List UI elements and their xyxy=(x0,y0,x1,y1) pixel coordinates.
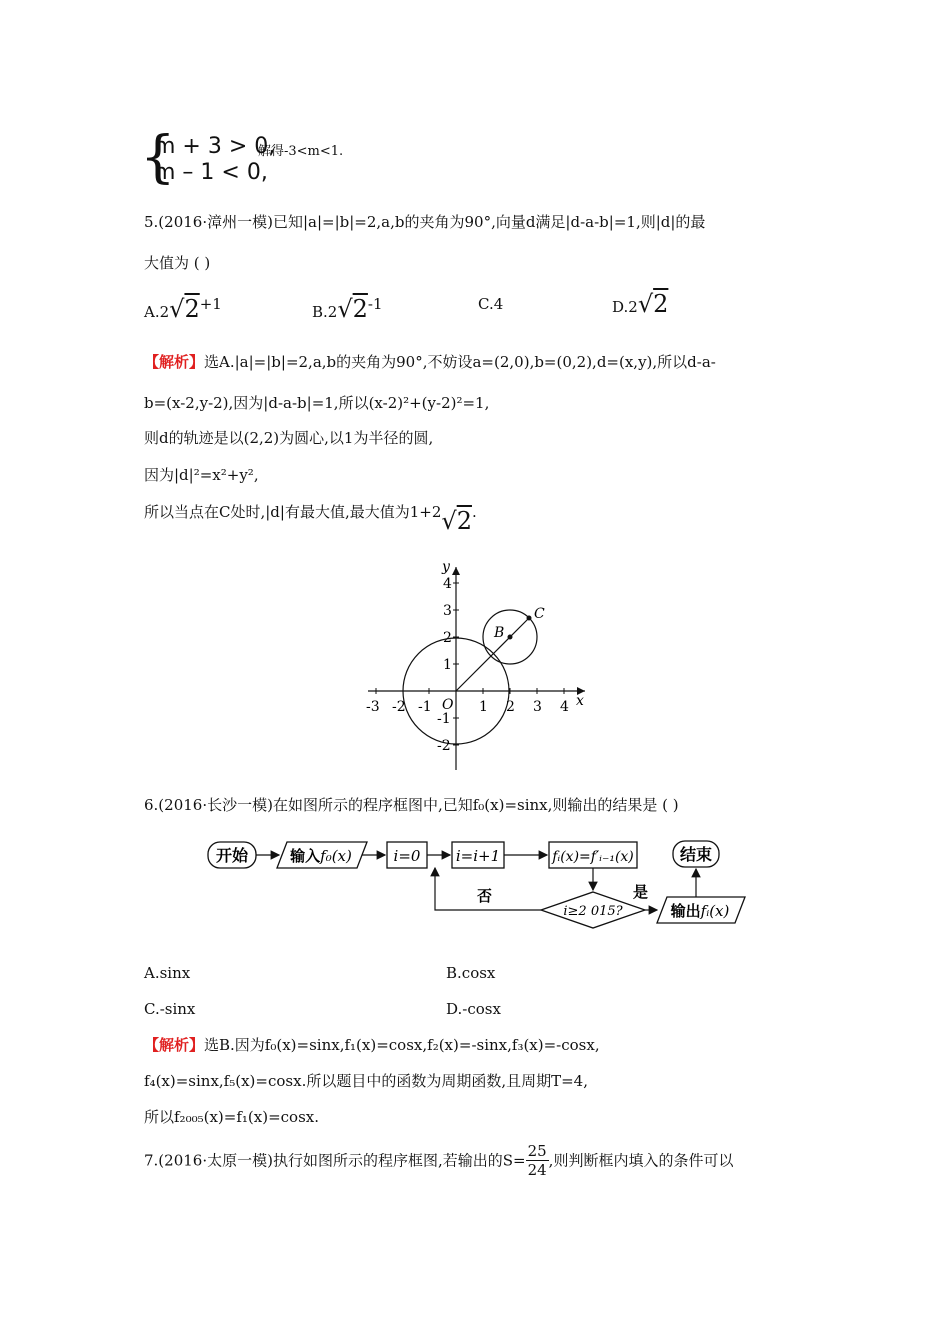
svg-text:输出fᵢ(x): 输出fᵢ(x) xyxy=(670,902,730,920)
q5-analysis-line-1: 【解析】选A.|a|=|b|=2,a,b的夹角为90°,不妨设a=(2,0),b=(0,2),d=(x,y),所以d-a- xyxy=(144,353,716,371)
point-c-label: C xyxy=(534,606,545,622)
q5-option-d: D.2√2 xyxy=(612,290,669,318)
prev-solution xyxy=(140,126,540,196)
x-tick: -1 xyxy=(418,699,432,715)
q5-line-1: 5.(2016·漳州一模)已知|a|=|b|=2,a,b的夹角为90°,向量d满足|d-a-b|=1,则|d|的最 xyxy=(144,213,706,231)
system-line-2: m – 1 < 0, xyxy=(154,160,268,185)
svg-text:i=0: i=0 xyxy=(393,847,421,865)
q5-option-a: A.2√2+1 xyxy=(144,295,222,323)
q5-analysis-line-3: 则d的轨迹是以(2,2)为圆心,以1为半径的圆, xyxy=(144,429,434,447)
circle-graph xyxy=(360,555,600,775)
x-tick: 4 xyxy=(560,699,569,715)
q6-option-b: B.cosx xyxy=(446,964,496,982)
svg-text:fᵢ(x)=f′ᵢ₋₁(x): fᵢ(x)=f′ᵢ₋₁(x) xyxy=(552,849,634,865)
x-tick: 2 xyxy=(506,699,515,715)
q6-option-d: D.-cosx xyxy=(446,1000,501,1018)
q6-analysis-line-1: 【解析】选B.因为f₀(x)=sinx,f₁(x)=cosx,f₂(x)=-sinx,f₃(x)=-cosx, xyxy=(144,1036,600,1054)
y-tick: -2 xyxy=(437,738,451,754)
point-b-label: B xyxy=(494,625,505,641)
q6-option-c: C.-sinx xyxy=(144,1000,196,1018)
left-brace: { xyxy=(140,125,176,190)
q6-analysis-line-3: 所以f₂₀₀₅(x)=f₁(x)=cosx. xyxy=(144,1108,319,1126)
y-tick: 1 xyxy=(443,657,452,673)
q6-line-1: 6.(2016·长沙一模)在如图所示的程序框图中,已知f₀(x)=sinx,则输出的结果是 ( ) xyxy=(144,796,679,814)
system-result: 解得-3<m<1. xyxy=(258,144,344,159)
flowchart-q6 xyxy=(205,835,760,935)
q7-line-1: 7.(2016·太原一模)执行如图所示的程序框图,若输出的S= $\frac{25}{24}$ ,则判断框内填入的条件可以 xyxy=(144,1142,734,1179)
y-tick: 2 xyxy=(443,630,452,646)
system-line-1: m + 3 > 0, xyxy=(154,134,276,159)
x-tick: -3 xyxy=(366,699,380,715)
svg-text:开始: 开始 xyxy=(215,846,249,865)
analysis-tag: 【解析】 xyxy=(144,353,205,371)
y-tick: 4 xyxy=(443,576,452,592)
x-tick: 1 xyxy=(479,699,488,715)
q5-option-c: C.4 xyxy=(478,295,504,313)
analysis-tag: 【解析】 xyxy=(144,1036,205,1054)
q6-analysis-line-2: f₄(x)=sinx,f₅(x)=cosx.所以题目中的函数为周期函数,且周期T=4, xyxy=(144,1072,588,1090)
svg-text:输入f₀(x): 输入f₀(x) xyxy=(290,847,352,865)
q5-analysis-line-2: b=(x-2,y-2),因为|d-a-b|=1,所以(x-2)²+(y-2)²=1, xyxy=(144,394,490,412)
flow-no-label: 否 xyxy=(477,887,493,905)
q5-analysis-line-5: 所以当点在C处时,|d|有最大值,最大值为1+2√2. xyxy=(144,503,477,535)
origin-label: O xyxy=(442,697,454,713)
axis-x-label: x xyxy=(576,693,584,709)
axis-y-label: y xyxy=(442,559,450,575)
q5-line-2: 大值为 ( ) xyxy=(144,254,211,272)
q5-option-b: B.2√2-1 xyxy=(312,295,383,323)
svg-text:i=i+1: i=i+1 xyxy=(455,847,501,865)
x-tick: 3 xyxy=(533,699,542,715)
y-tick: 3 xyxy=(443,603,452,619)
svg-text:i≥2 015?: i≥2 015? xyxy=(563,904,623,919)
q5-analysis-line-4: 因为|d|²=x²+y², xyxy=(144,466,259,484)
flow-yes-label: 是 xyxy=(633,883,649,901)
q6-option-a: A.sinx xyxy=(144,964,191,982)
y-tick: -1 xyxy=(437,711,451,727)
q7-fraction: $\frac{25}{24}$ xyxy=(527,1142,547,1179)
x-tick: -2 xyxy=(392,699,406,715)
svg-text:结束: 结束 xyxy=(679,845,713,864)
